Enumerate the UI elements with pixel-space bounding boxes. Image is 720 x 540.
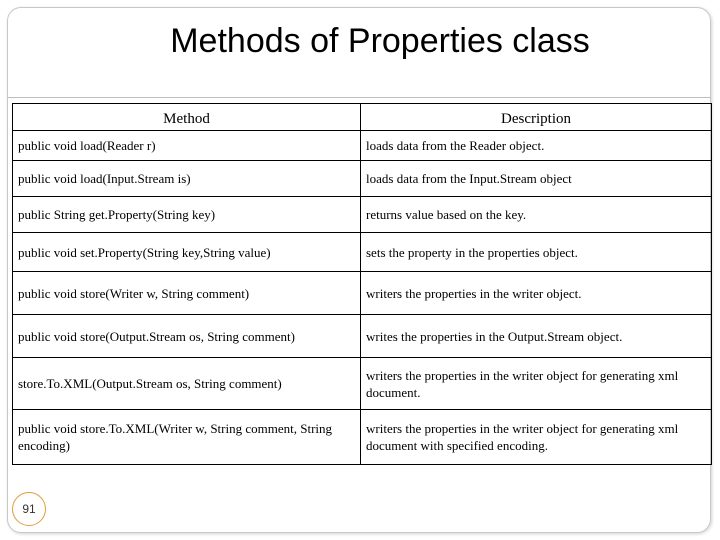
method-cell: public void set.Property(String key,String value) (13, 233, 361, 272)
header-method: Method (13, 104, 361, 131)
header-description: Description (361, 104, 712, 131)
method-cell: public String get.Property(String key) (13, 197, 361, 233)
description-cell: returns value based on the key. (361, 197, 712, 233)
table-row (13, 272, 712, 315)
table-row (13, 131, 712, 161)
table-row (13, 358, 712, 410)
description-cell: writers the properties in the writer object for generating xml document. (361, 358, 712, 410)
description-cell: writers the properties in the writer object. (361, 272, 712, 315)
methods-table (12, 103, 712, 465)
table-row (13, 161, 712, 197)
description-cell: writers the properties in the writer object for generating xml document with specified encoding. (361, 410, 712, 465)
slide-title: Methods of Properties class (170, 22, 590, 60)
table-row (13, 197, 712, 233)
description-cell: loads data from the Input.Stream object (361, 161, 712, 197)
description-cell: writes the properties in the Output.Stream object. (361, 315, 712, 358)
method-cell: public void load(Input.Stream is) (13, 161, 361, 197)
method-cell: public void store.To.XML(Writer w, String comment, String encoding) (13, 410, 361, 465)
title-divider (8, 97, 711, 98)
method-cell: public void store(Output.Stream os, String comment) (13, 315, 361, 358)
table-header-row (13, 104, 712, 131)
method-cell: public void load(Reader r) (13, 131, 361, 161)
description-cell: sets the property in the properties object. (361, 233, 712, 272)
table-row (13, 410, 712, 465)
table-row (13, 233, 712, 272)
page-number-badge: 91 (12, 492, 46, 526)
table-row (13, 315, 712, 358)
method-cell: public void store(Writer w, String comment) (13, 272, 361, 315)
method-cell: store.To.XML(Output.Stream os, String comment) (13, 358, 361, 410)
description-cell: loads data from the Reader object. (361, 131, 712, 161)
